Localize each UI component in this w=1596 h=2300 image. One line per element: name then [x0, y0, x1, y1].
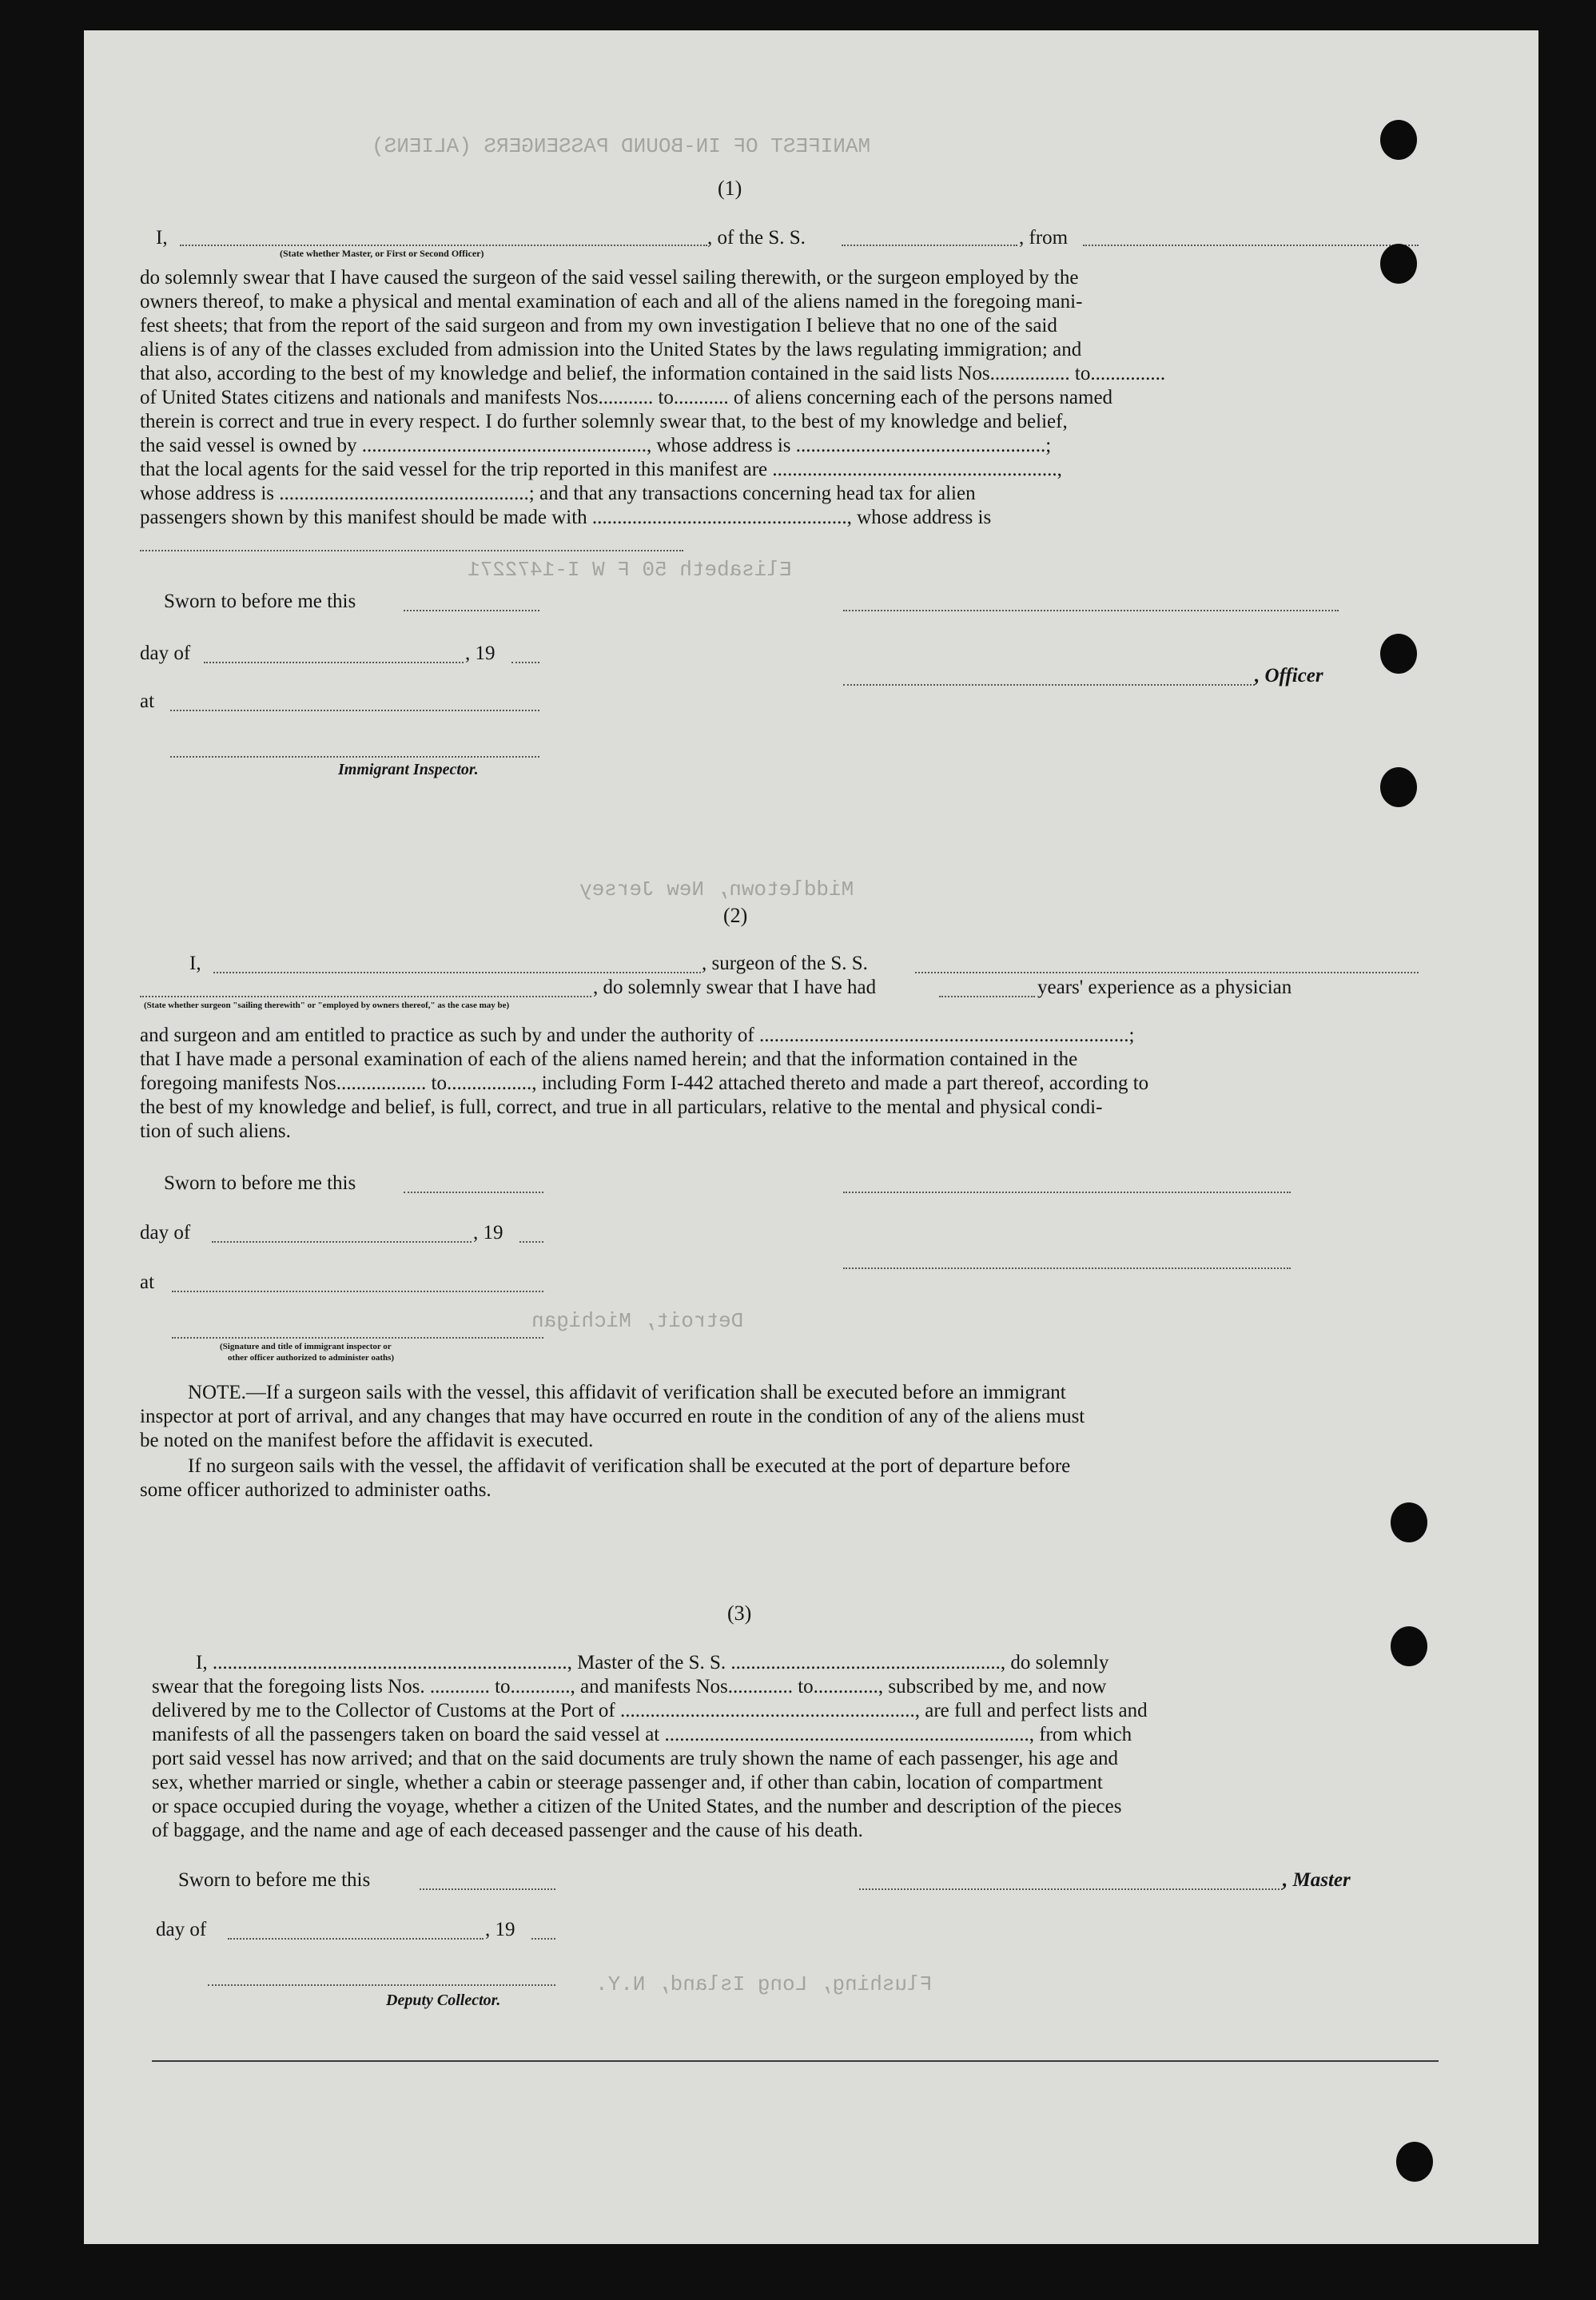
- officer-label: , Officer: [1255, 665, 1323, 686]
- section-1-line: the said vessel is owned by ........................................................., whose address is ..................................................;: [140, 435, 1052, 456]
- section-3-line: or space occupied during the voyage, whether a citizen of the United States, and the number and description of the pieces: [152, 1796, 1122, 1817]
- signature-line: [843, 1192, 1291, 1193]
- section-1-line: aliens is of any of the classes excluded from admission into the United States by the laws regulating immigration; and: [140, 339, 1082, 360]
- sworn-label: Sworn to before me this: [164, 591, 356, 612]
- blank-line: [228, 1938, 484, 1940]
- section-1-line: therein is correct and true in every respect. I do further solemnly swear that, to the best of my knowledge and belief,: [140, 411, 1068, 432]
- at-label: at: [140, 1271, 155, 1293]
- blank-line: [511, 662, 539, 663]
- immigrant-inspector-caption: Immigrant Inspector.: [338, 761, 479, 778]
- section-3-line: delivered by me to the Collector of Customs at the Port of ..........................................................., are full and perfect lists and: [152, 1700, 1148, 1721]
- section-2-line: the best of my knowledge and belief, is full, correct, and true in all particulars, relative to the mental and physical condi-: [140, 1096, 1103, 1118]
- blank-line: [170, 710, 539, 711]
- bottom-rule: [152, 2060, 1439, 2062]
- signature-caption: other officer authorized to administer oaths): [228, 1353, 395, 1363]
- section-1-line: that the local agents for the said vessel for the trip reported in this manifest are .........................................................,: [140, 459, 1062, 480]
- section-3-line: manifests of all the passengers taken on board the said vessel at ........................................................................., from which: [152, 1724, 1132, 1745]
- section-1-from-label: , from: [1019, 227, 1069, 249]
- blank-line: [172, 1291, 543, 1292]
- sworn-label: Sworn to before me this: [178, 1869, 371, 1891]
- section-1-line: fest sheets; that from the report of the said surgeon and from my own investigation I believe that no one of the said: [140, 315, 1057, 336]
- blank-line: [140, 550, 683, 551]
- at-label: at: [140, 690, 155, 712]
- section-2-line: and surgeon and am entitled to practice as such by and under the authority of ..........................................................................;: [140, 1025, 1135, 1046]
- section-3-line: port said vessel has now arrived; and that on the said documents are truly shown the name of each passenger, his age and: [152, 1748, 1119, 1769]
- signature-line: [843, 610, 1339, 611]
- punch-hole: [1380, 120, 1417, 160]
- blank-line: [140, 996, 591, 997]
- note-line: be noted on the manifest before the affidavit is executed.: [140, 1430, 594, 1451]
- section-3-line: sex, whether married or single, whether a cabin or steerage passenger and, if other than cabin, location of compartment: [152, 1772, 1103, 1793]
- blank-line: [519, 1241, 543, 1243]
- blank-line: [915, 972, 1419, 973]
- note-line: NOTE.—If a surgeon sails with the vessel, this affidavit of verification shall be executed before an immigrant: [188, 1382, 1066, 1403]
- section-3-line: I, ......................................................................., Master of the S. S. ......................................................, do solemnly: [196, 1652, 1109, 1673]
- bleed-through-text: MANIFEST OF IN-BOUND PASSENGERS (ALIENS): [372, 134, 871, 158]
- year-label: , 19: [465, 643, 496, 664]
- year-label: , 19: [485, 1919, 515, 1940]
- blank-line: [1083, 245, 1419, 246]
- signature-line: [843, 1267, 1291, 1269]
- section-2-i-label: I,: [189, 953, 201, 974]
- section-2-surgeon-label: , surgeon of the S. S.: [702, 953, 868, 974]
- section-2-swear-text: , do solemnly swear that I have had: [593, 977, 877, 998]
- section-2-line: foregoing manifests Nos.................. to................., including Form I-442 attached thereto and made a part thereof, according to: [140, 1072, 1149, 1094]
- punch-hole: [1380, 767, 1417, 807]
- section-1-line: owners thereof, to make a physical and mental examination of each and all of the aliens named in the foregoing mani-: [140, 291, 1083, 312]
- sworn-label: Sworn to before me this: [164, 1172, 356, 1194]
- bleed-through-text: Detroit, Michigan: [531, 1309, 744, 1333]
- section-1-of-ss-label: , of the S. S.: [707, 227, 806, 249]
- master-label: , Master: [1283, 1869, 1351, 1891]
- section-1-i-label: I,: [156, 227, 168, 249]
- section-1-line: that also, according to the best of my knowledge and belief, the information contained in the said lists Nos................ to...............: [140, 363, 1166, 384]
- blank-line: [204, 662, 464, 663]
- form-page: [84, 30, 1538, 2244]
- section-2-line: that I have made a personal examination of each of the aliens named herein; and that the information contained in the: [140, 1049, 1078, 1070]
- punch-hole: [1391, 1502, 1427, 1542]
- section-2-line: tion of such aliens.: [140, 1120, 291, 1142]
- bleed-through-text: Elisabeth 50 F W I-1472271: [468, 558, 792, 582]
- section-3-line: swear that the foregoing lists Nos. ............ to............, and manifests Nos............. to............., subscribed by me, and now: [152, 1676, 1107, 1697]
- punch-hole: [1391, 1626, 1427, 1666]
- blank-line: [420, 1888, 555, 1890]
- punch-hole: [1396, 2142, 1433, 2182]
- section-3-number: (3): [727, 1602, 752, 1625]
- day-of-label: day of: [156, 1919, 207, 1940]
- section-1-caption: (State whether Master, or First or Second Officer): [280, 248, 484, 259]
- blank-line: [404, 610, 539, 611]
- blank-line: [212, 1241, 472, 1243]
- section-1-line: of United States citizens and nationals and manifests Nos........... to........... of aliens concerning each of the persons named: [140, 387, 1113, 408]
- section-2-caption: (State whether surgeon "sailing therewith" or "employed by owners thereof," as the case may be): [144, 1001, 510, 1010]
- deputy-collector-caption: Deputy Collector.: [386, 1992, 501, 2009]
- bleed-through-text: Flushing, Long Island, N.Y.: [595, 1972, 933, 1996]
- section-1-number: (1): [718, 177, 742, 200]
- blank-line: [531, 1938, 555, 1940]
- year-label: , 19: [473, 1222, 503, 1244]
- blank-line: [404, 1192, 543, 1193]
- signature-line: [859, 1888, 1283, 1890]
- punch-hole: [1380, 244, 1417, 284]
- signature-line: [208, 1984, 555, 1986]
- section-2-number: (2): [723, 904, 748, 927]
- day-of-label: day of: [140, 643, 191, 664]
- section-2-years-text: years' experience as a physician: [1037, 977, 1292, 998]
- signature-line: [172, 1337, 543, 1339]
- blank-line: [939, 996, 1035, 997]
- section-1-line: do solemnly swear that I have caused the surgeon of the said vessel sailing therewith, or the surgeon employed by the: [140, 267, 1079, 288]
- blank-line: [842, 245, 1017, 246]
- note-line: inspector at port of arrival, and any changes that may have occurred en route in the condition of any of the aliens must: [140, 1406, 1085, 1427]
- note-line: If no surgeon sails with the vessel, the affidavit of verification shall be executed at the port of departure before: [188, 1455, 1071, 1477]
- blank-line: [180, 245, 707, 246]
- section-3-line: of baggage, and the name and age of each deceased passenger and the cause of his death.: [152, 1820, 863, 1841]
- punch-hole: [1380, 634, 1417, 674]
- bleed-through-text: Middletown, New Jersey: [579, 877, 854, 901]
- note-line: some officer authorized to administer oaths.: [140, 1479, 492, 1501]
- section-1-line: whose address is ..................................................; and that any transactions concerning head tax for alien: [140, 483, 976, 504]
- signature-caption: (Signature and title of immigrant inspector or: [220, 1342, 392, 1351]
- day-of-label: day of: [140, 1222, 191, 1244]
- section-1-line: passengers shown by this manifest should be made with ..................................................., whose address is: [140, 507, 992, 528]
- blank-line: [213, 972, 701, 973]
- signature-line: [843, 684, 1255, 686]
